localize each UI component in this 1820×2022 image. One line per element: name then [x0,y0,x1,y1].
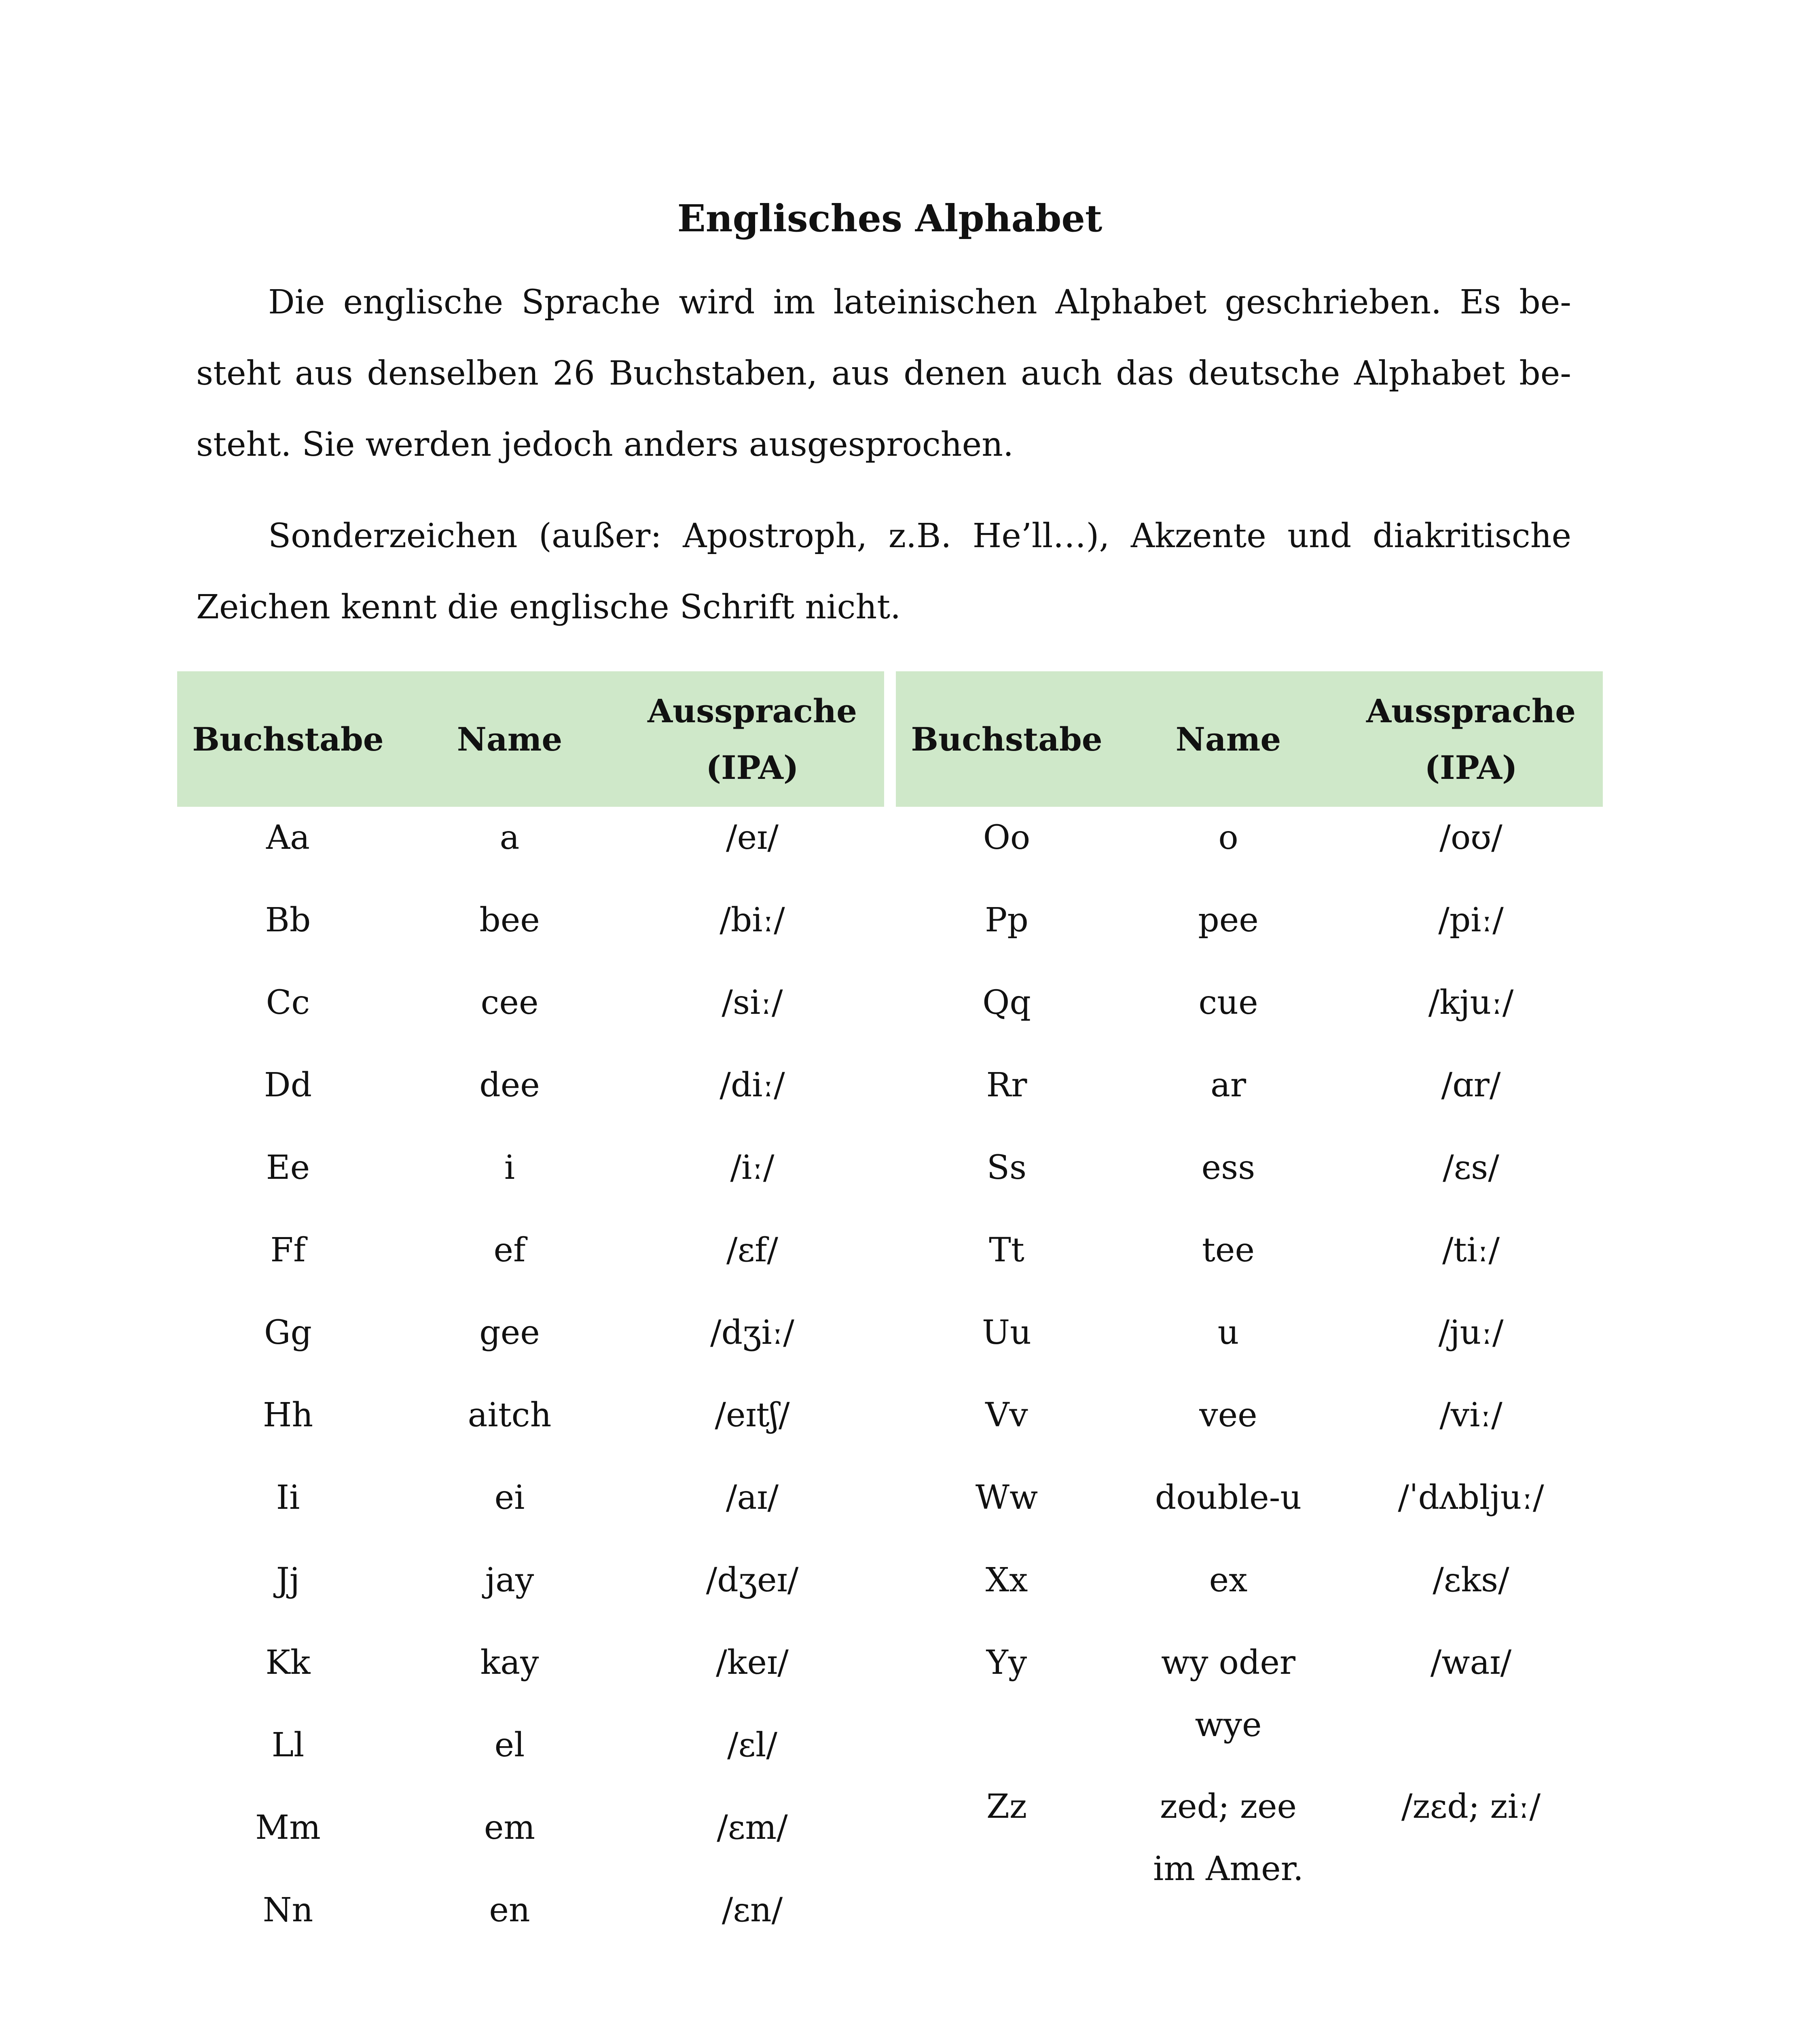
name-cell: aitch [468,1396,552,1434]
letter-cell: Tt [989,1231,1024,1269]
table-row [896,1467,1603,1549]
table-row [896,1632,1603,1776]
table-row [177,889,884,972]
name-cell [1117,1776,1339,1920]
table-row [177,1632,884,1714]
ipa-cell: /dʒeɪ/ [706,1561,799,1599]
ipa-cell: /oʊ/ [1439,819,1503,857]
table-row [177,1467,884,1549]
paragraph-line: Zeichen kennt die englische Schrift nicht. [196,588,901,626]
letter-cell: Oo [983,819,1031,857]
table-row [177,1879,884,1962]
letter-cell: Uu [982,1313,1031,1352]
table-row [896,1384,1603,1467]
letter-cell: Vv [985,1396,1028,1434]
ipa-cell: /zɛd; ziː/ [1401,1787,1541,1826]
letter-cell: Zz [986,1787,1027,1826]
table-row [177,1137,884,1219]
ipa-cell: /viː/ [1439,1396,1503,1434]
header-name: Name [1117,671,1339,807]
ipa-cell: /piː/ [1438,901,1504,939]
letter-cell: Qq [982,984,1031,1022]
name-cell: gee [479,1313,540,1352]
name-cell: double-u [1155,1478,1302,1517]
name-line: wye [1195,1706,1262,1744]
letter-cell: Mm [255,1808,321,1847]
letter-cell: Ss [986,1148,1027,1187]
table-row [896,1302,1603,1384]
paragraph-line: Sonderzeichen (außer: Apostroph, z.B. He’ll…), Akzente und diakritische [268,517,1571,555]
ipa-cell: /juː/ [1438,1313,1504,1352]
letter-cell: Pp [985,901,1029,939]
letter-cell: Cc [266,984,310,1022]
letter-cell: Rr [986,1066,1027,1104]
ipa-cell: /ɛs/ [1443,1148,1499,1187]
name-line: im Amer. [1153,1850,1304,1888]
header-letter: Buchstabe [177,671,399,807]
special-characters-paragraph [196,501,1571,643]
ipa-cell: /siː/ [722,984,783,1022]
name-line: wy oder [1161,1643,1296,1682]
name-cell: ess [1201,1148,1255,1187]
ipa-cell: /ɛl/ [727,1726,777,1764]
name-cell: ar [1210,1066,1246,1104]
name-cell: dee [479,1066,540,1104]
table-row [177,1219,884,1302]
table-row [896,889,1603,972]
name-cell: kay [480,1643,539,1682]
ipa-cell: /ɑr/ [1441,1066,1501,1104]
table-row [896,1549,1603,1632]
name-cell: cee [480,984,539,1022]
letter-cell: Aa [266,819,310,857]
name-cell: em [484,1808,535,1847]
paragraph-line: steht aus denselben 26 Buchstaben, aus denen auch das deutsche Alphabet be- [196,354,1571,393]
table-row [177,1384,884,1467]
ipa-cell: /biː/ [720,901,785,939]
table-row [177,1549,884,1632]
letter-cell: Ff [270,1231,306,1269]
ipa-cell: /kjuː/ [1428,984,1514,1022]
table-row [896,807,1603,889]
ipa-cell: /dʒiː/ [710,1313,794,1352]
table-row [177,807,884,889]
letter-cell: Jj [276,1561,300,1599]
letter-cell: Hh [262,1396,313,1434]
name-cell: ex [1209,1561,1248,1599]
table-row [177,972,884,1054]
table-header-row [896,671,1603,807]
letter-cell: Kk [265,1643,311,1682]
name-cell: cue [1198,984,1258,1022]
ipa-cell: /keɪ/ [716,1643,789,1682]
ipa-cell: /diː/ [720,1066,785,1104]
name-cell: a [499,819,520,857]
ipa-cell: /ˈdʌbljuː/ [1398,1478,1544,1517]
letter-cell: Gg [264,1313,312,1352]
intro-paragraph [196,267,1571,480]
header-ipa-line2: (IPA) [1424,748,1517,787]
alphabet-table-left [177,671,884,1962]
header-letter: Buchstabe [896,671,1117,807]
name-cell: el [494,1726,525,1764]
name-cell: ef [493,1231,526,1269]
name-cell: o [1218,819,1238,857]
name-cell: i [504,1148,515,1187]
table-row [177,1054,884,1137]
header-ipa [1339,671,1603,807]
name-cell: ei [494,1478,525,1517]
letter-cell: Xx [985,1561,1028,1599]
letter-cell: Bb [265,901,311,939]
name-cell: jay [485,1561,534,1599]
ipa-cell: /eɪ/ [726,819,779,857]
ipa-cell: /ɛks/ [1433,1561,1509,1599]
letter-cell: Ll [271,1726,305,1764]
name-cell [1117,1632,1339,1776]
letter-cell: Nn [262,1891,313,1929]
ipa-cell: /waɪ/ [1430,1643,1512,1682]
ipa-cell: /iː/ [730,1148,775,1187]
name-line: zed; zee [1160,1787,1297,1826]
header-ipa-line2: (IPA) [706,748,799,787]
ipa-cell: /aɪ/ [726,1478,779,1517]
paragraph-line: Die englische Sprache wird im lateinischen Alphabet geschrieben. Es be- [268,283,1571,321]
table-row [896,1219,1603,1302]
header-name: Name [399,671,620,807]
header-ipa [620,671,884,807]
letter-cell: Yy [986,1643,1027,1682]
ipa-cell: /eɪtʃ/ [715,1396,790,1434]
alphabet-table-right [896,671,1603,1920]
name-cell: vee [1199,1396,1257,1434]
letter-cell: Ee [266,1148,310,1187]
table-row [177,1714,884,1797]
table-header-row [177,671,884,807]
letter-cell: Dd [264,1066,312,1104]
ipa-cell: /ɛm/ [717,1808,788,1847]
name-cell: en [489,1891,530,1929]
table-row [177,1797,884,1879]
name-cell: bee [479,901,540,939]
letter-cell: Ii [276,1478,300,1517]
paragraph-line: steht. Sie werden jedoch anders ausgesprochen. [196,425,1014,464]
table-row [896,1776,1603,1920]
page-title: Englisches Alphabet [677,197,1103,240]
ipa-cell: /tiː/ [1442,1231,1500,1269]
table-row [896,1137,1603,1219]
name-cell: pee [1198,901,1259,939]
header-ipa-line1: Aussprache [647,692,857,730]
letter-cell: Ww [975,1478,1038,1517]
header-ipa-line1: Aussprache [1366,692,1576,730]
table-row [177,1302,884,1384]
name-cell: tee [1202,1231,1255,1269]
ipa-cell: /ɛf/ [726,1231,779,1269]
name-cell: u [1217,1313,1239,1352]
table-row [896,1054,1603,1137]
table-row [896,972,1603,1054]
ipa-cell: /ɛn/ [722,1891,783,1929]
